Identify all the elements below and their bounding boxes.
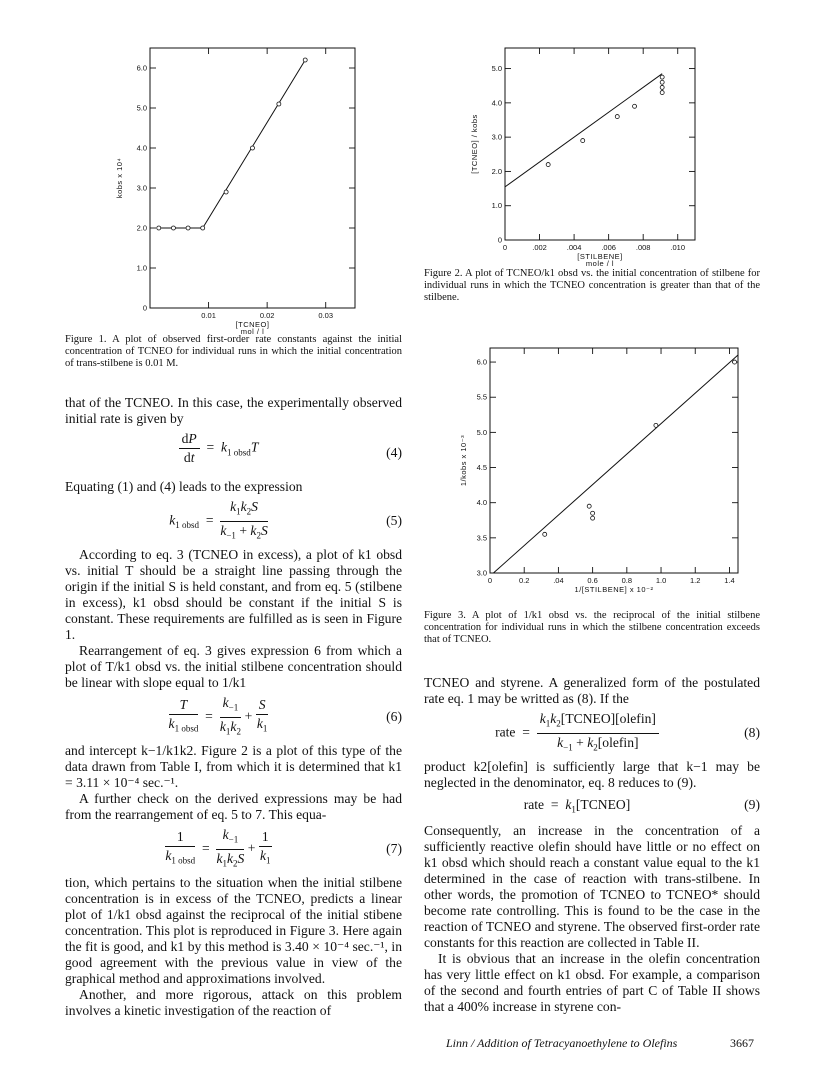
y-tick-label: 2.0: [136, 223, 147, 233]
plot-frame: [505, 48, 695, 240]
plot-frame: [490, 348, 738, 573]
left-p5: and intercept k−1/k1k2. Figure 2 is a plot of this type of the data drawn from Table I, from which it is determined that k1 = 3.11 × 10⁻⁴ sec.⁻¹.: [65, 743, 402, 790]
x-axis-label: 1/[STILBENE] x 10⁻²: [574, 585, 654, 594]
figure-2-caption: [424, 268, 760, 304]
data-point: [633, 104, 637, 108]
data-point: [224, 190, 228, 194]
right-p4: It is obvious that an increase in the olefin concentration has very little effect on k1 obsd. For example, a comparison of the second and fourth entries of part C of Table II shows that a 400% increase in styrene con-: [424, 951, 760, 1014]
data-point: [303, 58, 307, 62]
left-p4: Rearrangement of eq. 3 gives expression 6 from which a plot of T/k1 obsd vs. the initial stilbene concentration should be linear with slope equal to 1/k1: [65, 643, 402, 690]
y-tick-label: 5.0: [476, 427, 487, 437]
right-column: [424, 675, 760, 1015]
x-tick-label: .006: [601, 243, 616, 252]
left-p1: that of the TCNEO. In this case, the experimentally observed initial rate is given by: [65, 395, 402, 426]
data-point: [171, 226, 175, 230]
y-axis-label: [TCNEO] / kobs: [470, 114, 479, 174]
equation-6-number: (6): [386, 709, 402, 724]
left-p8: Another, and more rigorous, attack on this problem involves a kinetic investigation of the reaction of: [65, 987, 402, 1018]
y-tick-label: 5.5: [476, 392, 487, 402]
fit-line: [505, 74, 662, 187]
figure-3-caption-label: Figure 3.: [424, 610, 466, 621]
x-tick-label: 0.03: [318, 311, 334, 320]
x-tick-label: 0.01: [201, 311, 216, 320]
figure-2: [465, 40, 715, 266]
equation-4-number: (4): [386, 445, 402, 460]
figure-1-caption: [65, 334, 402, 370]
fit-line: [493, 355, 738, 573]
figure-1-plot: [110, 40, 370, 336]
y-tick-label: 3.0: [136, 183, 147, 193]
y-tick-label: 0: [497, 235, 502, 245]
x-tick-label: 1.2: [690, 576, 701, 585]
x-tick-label: 0.2: [518, 576, 530, 585]
x-tick-label: 0.8: [621, 576, 633, 585]
equation-9-number: (9): [744, 797, 760, 812]
data-point: [251, 146, 255, 150]
y-tick-label: 0: [142, 303, 147, 313]
equation-4: $\frac{dP}{dt}$ = $k_{1 obsd}T$ (4): [65, 431, 402, 475]
x-tick-label: 0: [487, 576, 493, 585]
fit-line: [159, 60, 305, 228]
x-tick-label: 0.02: [259, 311, 275, 320]
x-tick-label: 1.0: [655, 576, 667, 585]
data-point: [591, 511, 595, 515]
y-tick-label: 3.0: [491, 132, 502, 142]
x-tick-label: .04: [553, 576, 564, 585]
y-tick-label: 1.0: [491, 201, 502, 211]
data-point: [186, 226, 190, 230]
equation-9: rate = $k_1[TCNEO]$ (9): [523, 797, 760, 815]
data-point: [591, 516, 595, 520]
page-number: 3667: [730, 1036, 754, 1050]
x-axis-label: [TCNEO]: [235, 320, 270, 329]
data-point: [587, 504, 591, 508]
equation-7: $\frac{1}{k_{1 obsd}}$ = $\frac{k_{-1}}{k_1k_2S}$ + $\frac{1}{k_1}$ (7): [165, 827, 402, 869]
y-tick-label: 6.0: [136, 63, 147, 73]
equation-8-number: (8): [744, 725, 760, 740]
y-tick-label: 4.0: [136, 143, 147, 153]
x-axis-unit: mol / l: [240, 327, 265, 336]
data-point: [157, 226, 161, 230]
data-point: [660, 80, 664, 84]
left-p3: According to eq. 3 (TCNEO in excess), a plot of k1 obsd vs. initial T should be a straight line passing through the origin if the initial S is held constant, and from eq. 5 (stilbene in excess), k1 obsd should be constant if the initial S is constant. These requirements are fulfilled as is seen in Figure 1.: [65, 547, 402, 642]
y-tick-label: 3.0: [476, 568, 487, 578]
data-point: [615, 115, 619, 119]
figure-1-caption-text: A plot of observed first-order rate constants against the initial concentration of TCNEO for individual runs in which the initial concentration of trans-stilbene is 0.01 M.: [65, 334, 403, 369]
y-tick-label: 4.0: [476, 498, 487, 508]
data-point: [543, 532, 547, 536]
y-tick-label: 2.0: [491, 166, 502, 176]
equation-8: rate = $\frac{k_1k_2[TCNEO][olefin]}{k_{-1} + k_2[olefin]}$ (8): [495, 711, 760, 753]
left-p6: A further check on the derived expressions may be had from the rearrangement of eq. 5 to 7. This equa-: [65, 791, 402, 822]
figure-1: [110, 40, 370, 336]
y-tick-label: 5.0: [491, 64, 502, 74]
x-tick-label: .002: [532, 243, 547, 252]
data-point: [660, 91, 664, 95]
data-point: [546, 163, 550, 167]
y-tick-label: 5.0: [136, 103, 147, 113]
data-point: [733, 360, 737, 364]
y-tick-label: 4.0: [491, 98, 502, 108]
right-p2: product k2[olefin] is sufficiently large that k−1 may be neglected in the denominator, eq. 8 reduces to (9).: [424, 759, 760, 790]
x-tick-label: .010: [670, 243, 686, 252]
figure-2-caption-text: A plot of TCNEO/k1 obsd vs. the initial concentration of stilbene for individual runs in which the TCNEO concentration is greater than that of the stilbene.: [424, 268, 761, 303]
data-point: [660, 75, 664, 79]
data-point: [660, 85, 664, 89]
data-point: [581, 139, 585, 143]
data-point: [201, 226, 205, 230]
equation-6: $\frac{T}{k_{1 obsd}}$ = $\frac{k_{-1}}{k_1k_2}$ + $\frac{S}{k_1}$ (6): [168, 695, 402, 737]
x-tick-label: 0.6: [587, 576, 598, 585]
figure-3-plot: [455, 340, 755, 605]
running-head: Linn / Addition of Tetracyanoethylene to Olefins: [446, 1036, 678, 1050]
left-column: [65, 395, 402, 1019]
figure-3-caption-text: A plot of 1/k1 obsd vs. the reciprocal of the initial stilbene concentration for individual runs in which the stilbene concentration exceeds that of TCNEO.: [424, 610, 760, 645]
y-tick-label: 1.0: [136, 263, 147, 273]
right-p1: TCNEO and styrene. A generalized form of the postulated rate eq. 1 may be writted as (8). If the: [424, 675, 760, 706]
data-point: [277, 102, 281, 106]
x-tick-label: 0: [502, 243, 508, 252]
equation-5: $k_{1 obsd}$ = $\frac{k_1k_2S}{k_{-1} + k_2S}$ (5): [169, 499, 402, 541]
x-tick-label: 1.4: [724, 576, 735, 585]
x-axis-label: [STILBENE]: [577, 252, 623, 261]
figure-2-caption-label: Figure 2.: [424, 268, 463, 279]
x-tick-label: .008: [635, 243, 651, 252]
plot-frame: [150, 48, 355, 308]
figure-1-caption-label: Figure 1.: [65, 334, 107, 345]
left-p7: tion, which pertains to the situation when the initial stilbene concentration is in excess of the TCNEO, predicts a linear plot of 1/k1 obsd against the reciprocal of the initial stibene concentration. This plot is reproduced in Figure 3. Here again the fit is good, and k1 by this method is 3.40 × 10⁻⁴ sec.⁻¹, in good agreement with the previous value in view of the graphical method and approximations involved.: [65, 875, 402, 986]
y-tick-label: 3.5: [476, 533, 487, 543]
x-tick-label: .004: [566, 243, 582, 252]
data-point: [654, 423, 658, 427]
figure-3-caption-block: [424, 610, 760, 646]
y-tick-label: 6.0: [476, 357, 487, 367]
left-p2: Equating (1) and (4) leads to the expression: [65, 479, 303, 494]
y-tick-label: 4.5: [476, 463, 487, 473]
figure-3: [455, 340, 755, 605]
x-axis-unit: mole / l: [585, 259, 615, 268]
figure-2-plot: [465, 40, 715, 266]
right-p3: Consequently, an increase in the concentration of a sufficiently reactive olefin should have little or no effect on k1 obsd which should reach a constant value equal to the k1 determined in the case of reaction with trans-stilbene. In other words, the promotion of TCNEO to TCNEO* should become rate controlling. This is found to be the case in the reaction of TCNEO and styrene. The observed first-order rate constants for this reaction are collected in Table II.: [424, 823, 760, 950]
equation-7-number: (7): [386, 841, 402, 856]
equation-5-number: (5): [386, 513, 402, 528]
y-axis-label: kobs x 10⁴: [115, 157, 124, 199]
y-axis-label: 1/kobs x 10⁻³: [459, 434, 468, 487]
